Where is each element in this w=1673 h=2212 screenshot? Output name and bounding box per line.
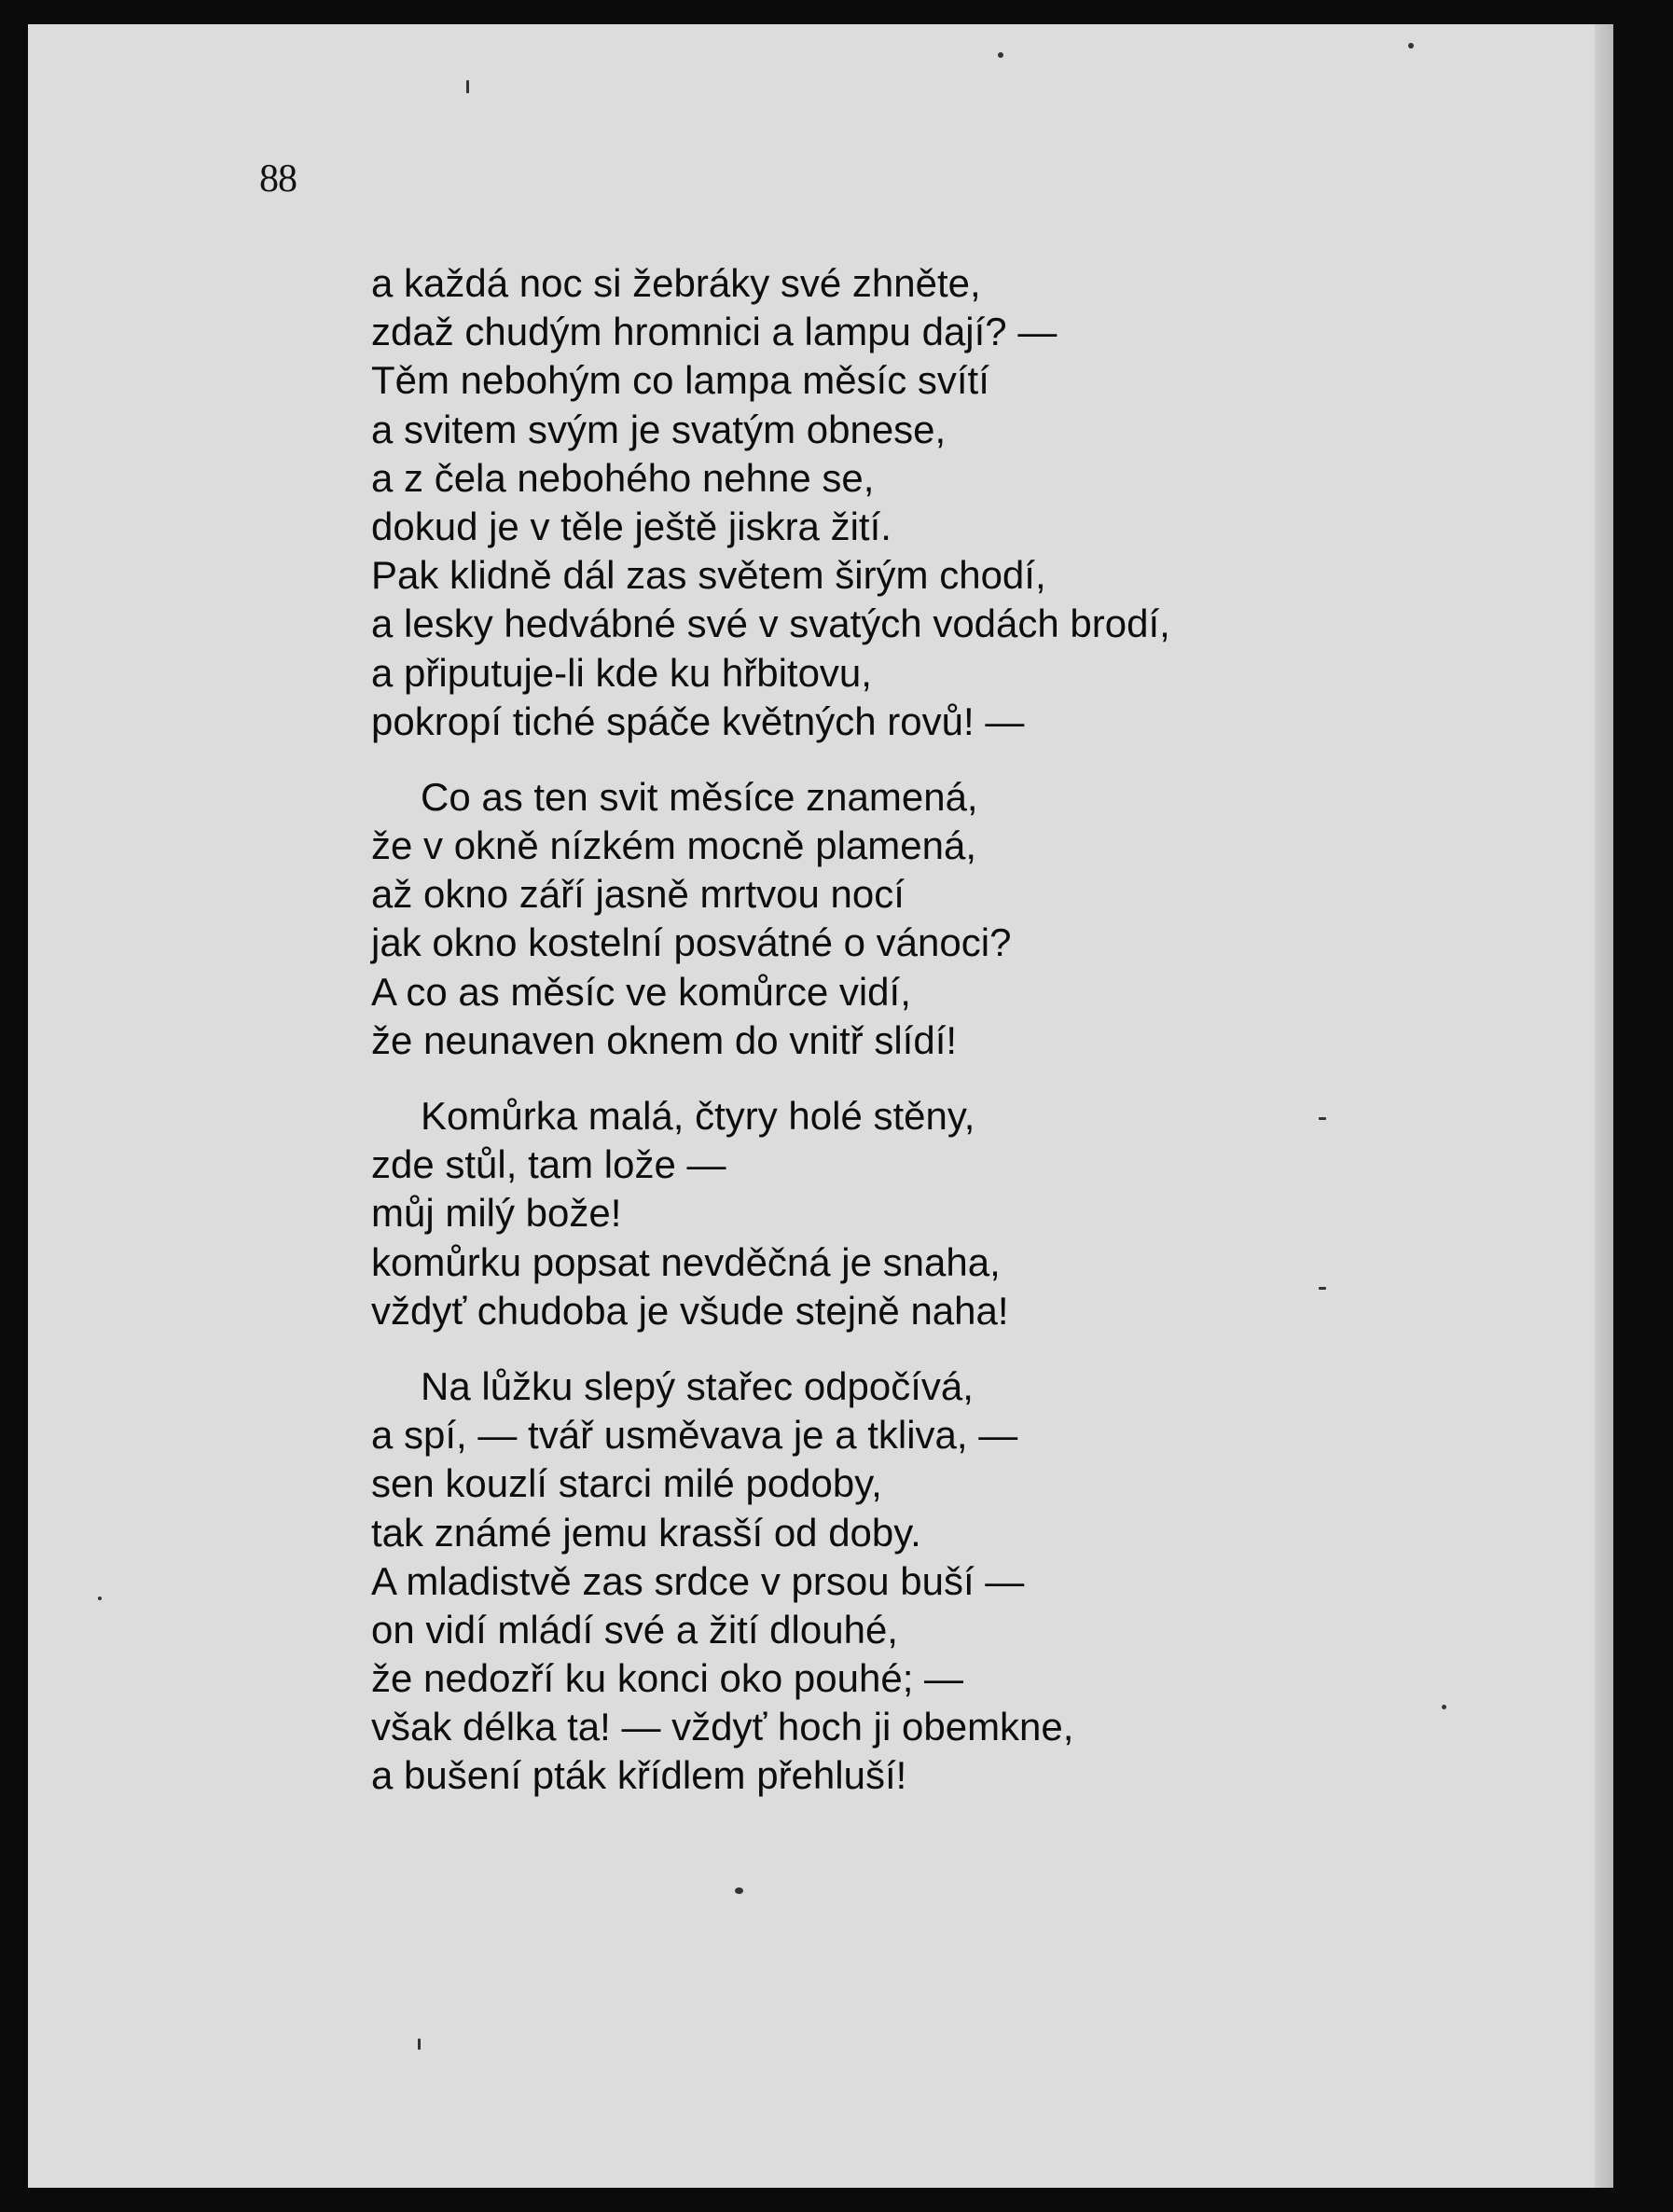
poem-line: a připutuje-li kde ku hřbitovu,: [371, 650, 872, 695]
poem-line: sen kouzlí starci milé podoby,: [371, 1461, 882, 1506]
poem-line: a z čela nebohého nehne se,: [371, 455, 875, 500]
stanza-3: [371, 1092, 1444, 1335]
scan-speck: [735, 1887, 743, 1894]
poem-line: pokropí tiché spáče květných rovů! —: [371, 698, 1025, 743]
poem-line: a svitem svým je svatým obnese,: [371, 407, 947, 451]
poem-line: vždyť chudoba je všude stejně naha!: [371, 1288, 1009, 1333]
poem-line: tak známé jemu krasší od doby.: [371, 1510, 921, 1555]
page-edge-shadow: [1595, 24, 1613, 2188]
scan-speck: [418, 2039, 421, 2050]
scan-speck: [98, 1597, 102, 1600]
poem-line: že nedozří ku konci oko pouhé; —: [371, 1656, 964, 1701]
poem-line: komůrku popsat nevděčná je snaha,: [371, 1239, 1001, 1284]
poem-line: A co as měsíc ve komůrce vidí,: [371, 969, 911, 1014]
scan-speck: [1442, 1705, 1446, 1709]
scan-speck: [1408, 43, 1414, 48]
scan-speck: [998, 52, 1003, 58]
stanza-1: [371, 259, 1444, 746]
poem-line: Těm nebohým co lampa měsíc svítí: [371, 358, 989, 403]
poem-line: A mladistvě zas srdce v prsou buší —: [371, 1558, 1025, 1603]
poem-line: a lesky hedvábné své v svatých vodách brodí,: [371, 601, 1170, 646]
page-number: 88: [259, 158, 297, 200]
poem-line: můj milý bože!: [371, 1191, 622, 1236]
book-page: [28, 24, 1613, 2188]
stanza-2: [371, 773, 1444, 1065]
poem-text: [371, 259, 1444, 1828]
poem-line: zde stůl, tam lože —: [371, 1142, 726, 1187]
scan-speck: [1319, 1117, 1326, 1120]
poem-line: zdaž chudým hromnici a lampu dají? —: [371, 310, 1058, 354]
poem-line: však délka ta! — vždyť hoch ji obemkne,: [371, 1705, 1074, 1749]
poem-line: Co as ten svit měsíce znamená,: [421, 774, 978, 819]
poem-line: že v okně nízkém mocně plamená,: [371, 823, 976, 868]
scan-speck: [1319, 1287, 1326, 1290]
poem-line: dokud je v těle ještě jiskra žití.: [371, 504, 892, 548]
scan-speck: [466, 80, 469, 93]
poem-line: a spí, — tvář usměvava je a tkliva, —: [371, 1413, 1018, 1458]
poem-line: až okno září jasně mrtvou nocí: [371, 872, 905, 917]
stanza-4: [371, 1362, 1444, 1801]
poem-line: že neunaven oknem do vnitř slídí!: [371, 1017, 958, 1062]
poem-line: a bušení pták křídlem přehluší!: [371, 1753, 907, 1798]
poem-line: Na lůžku slepý stařec odpočívá,: [421, 1363, 974, 1408]
poem-line: a každá noc si žebráky své zhněte,: [371, 261, 981, 305]
poem-line: jak okno kostelní posvátné o vánoci?: [371, 920, 1012, 965]
poem-line: Pak klidně dál zas světem širým chodí,: [371, 553, 1046, 598]
poem-line: on vidí mládí své a žití dlouhé,: [371, 1607, 898, 1652]
poem-line: Komůrka malá, čtyry holé stěny,: [421, 1094, 975, 1138]
